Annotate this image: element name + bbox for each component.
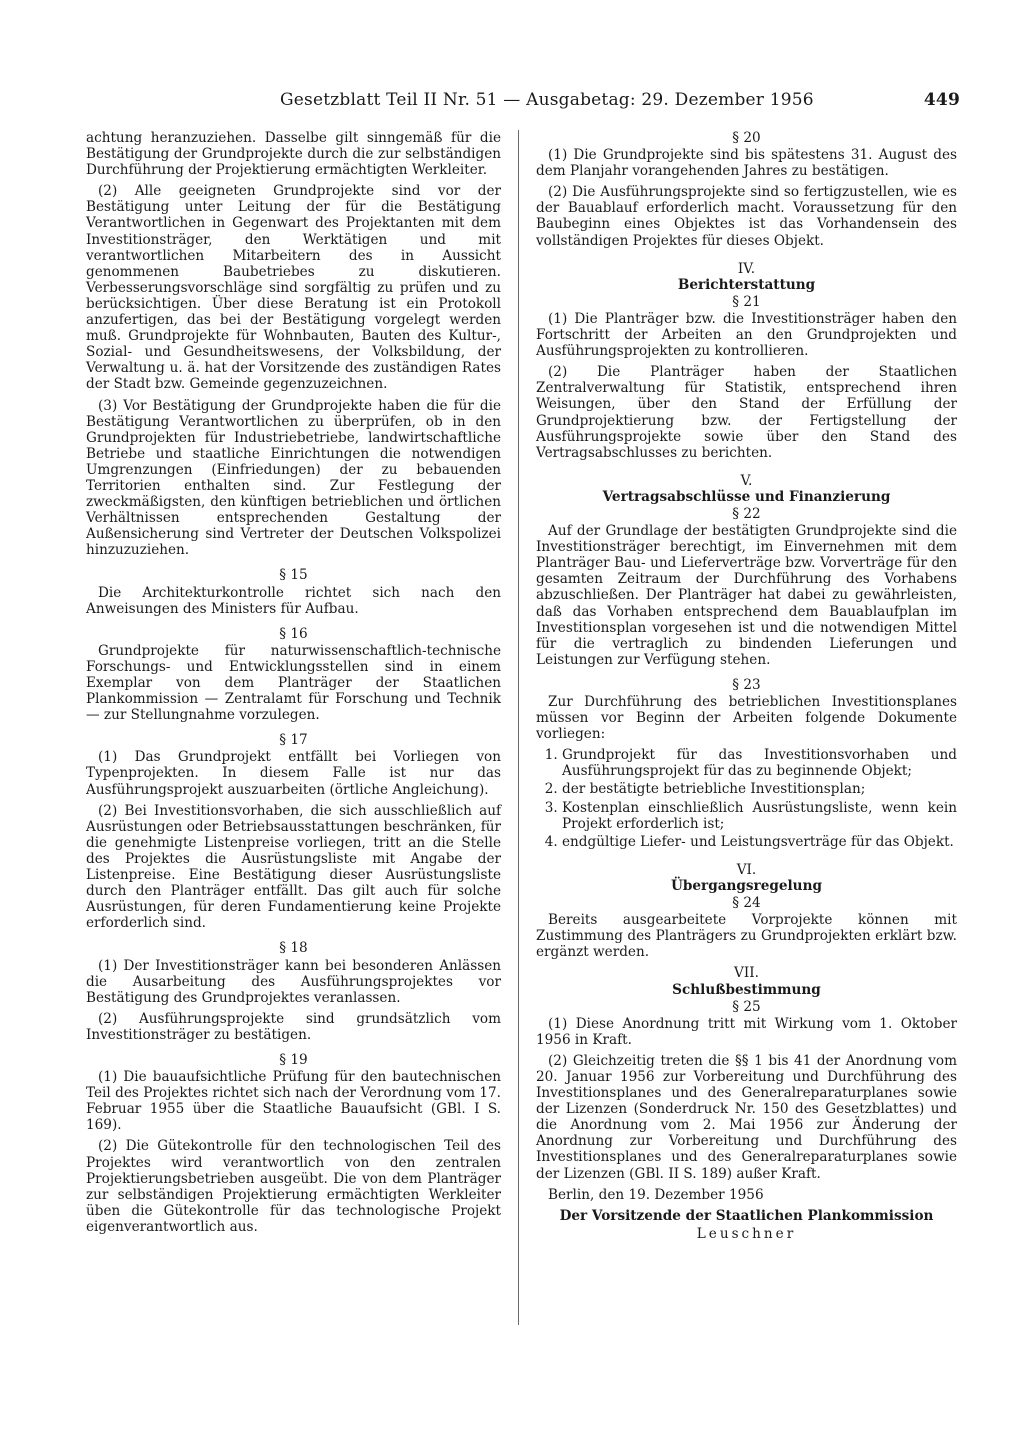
section-sign-25: § 25 [732, 998, 761, 1015]
chapter-number-iv: IV. [737, 260, 756, 277]
section-sign-17: § 17 [279, 732, 308, 749]
chapter-title-v: Vertragsabschlüsse und Finanzierung [602, 488, 891, 505]
paragraph-19-2: (2) Die Gütekontrolle für den technologischen Teil des Projektes wird verantwortlich von den zentralen Projektierungsbetrieben ausgeübt. Die von dem Planträger zur selbständigen Projektierung ermächtigten Werkleiter üben die Gütekontrolle für das technologische Projekt eigenverantwortlich aus. [86, 1138, 501, 1235]
paragraph-20-2: (2) Die Ausführungsprojekte sind so fertigzustellen, wie es der Bauablauf erforderlich macht. Voraussetzung für den Baubeginn eines Objektes ist das Vorhandensein des vollständigen Projektes für dieses Objekt. [536, 184, 957, 249]
paragraph-21-1: (1) Die Planträger bzw. die Investitionsträger haben den Fortschritt der Arbeiten an den Grundprojekten und Ausführungsprojekten zu kontrollieren. [536, 310, 957, 360]
section-sign-16: § 16 [279, 625, 308, 642]
paragraph-20-1: (1) Die Grundprojekte sind bis spätestens 31. August des dem Planjahr vorangehenden Jahres zu bestätigen. [536, 147, 957, 180]
right-column [536, 130, 957, 1242]
list-item: 4. endgültige Liefer- und Leistungsverträge für das Objekt. [562, 834, 957, 850]
section-sign-20: § 20 [732, 130, 761, 146]
header-title: Gesetzblatt Teil II Nr. 51 — Ausgabetag: 29. Dezember 1956 [280, 90, 814, 110]
section-sign-24: § 24 [732, 895, 761, 912]
paragraph-23: Zur Durchführung des betrieblichen Investitionsplanes müssen vor Beginn der Arbeiten folgende Dokumente vorliegen: [536, 694, 957, 743]
paragraph-24: Bereits ausgearbeitete Vorprojekte können mit Zustimmung des Planträgers zu Grundprojekten erklärt bzw. ergänzt werden. [536, 912, 957, 961]
left-column [86, 130, 501, 1240]
column-divider [518, 130, 519, 1325]
paragraph-21-2: (2) Die Planträger haben der Staatlichen Zentralverwaltung für Statistik, entsprechend ihren Weisungen, über den Stand der Erfüllung der Grundprojektierung bzw. der Fertigstellung der Ausführungsprojekte sowie über den Stand des Vertragsabschlusses zu berichten. [536, 364, 957, 461]
section-sign-22: § 22 [732, 505, 761, 522]
signatory-name: Leuschner [696, 1225, 797, 1242]
paragraph-17-2: (2) Bei Investitionsvorhaben, die sich ausschließlich auf Ausrüstungen oder Betriebsausstattungen beschränken, für die genehmigte Listenpreise vorliegen, tritt an die Stelle des Projektes die Ausrüstungsliste mit Angabe der Listenpreise. Eine Bestätigung dieser Ausrüstungsliste durch den Planträger entfällt. Das gilt auch für solche Ausrüstungen, für deren Fundamentierung keine Projekte erforderlich sind. [86, 802, 501, 932]
document-list [536, 747, 957, 850]
page-header [280, 90, 960, 114]
place-and-date: Berlin, den 19. Dezember 1956 [548, 1186, 764, 1203]
section-sign-18: § 18 [279, 940, 308, 957]
paragraph-14-3: (3) Vor Bestätigung der Grundprojekte haben die für die Bestätigung Verantwortlichen zu überprüfen, ob in den Grundprojekten für Industriebetriebe, landwirtschaftliche Betriebe und staatliche Einrichtungen die notwendigen Umgrenzungen (Einfriedungen) der zu bebauenden Territorien enthalten sind. Zur Festlegung der zweckmäßigsten, den künftigen betrieblichen und örtlichen Verhältnissen entsprechenden Gestaltung der Außensicherung sind Vertreter der Deutschen Volkspolizei hinzuzuziehen. [86, 397, 501, 559]
paragraph-16: Grundprojekte für naturwissenschaftlich-technische Forschungs- und Entwicklungsstellen sind in einem Exemplar von dem Planträger der Staatlichen Plankommission — Zentralamt für Forschung und Technik — zur Stellungnahme vorzulegen. [86, 642, 501, 724]
chapter-number-vi: VI. [736, 861, 757, 878]
list-item: 1. Grundprojekt für das Investitionsvorhaben und Ausführungsprojekt für das zu beginnende Objekt; [562, 747, 957, 779]
paragraph-18-2: (2) Ausführungsprojekte sind grundsätzlich vom Investitionsträger zu bestätigen. [86, 1010, 501, 1043]
section-sign-19: § 19 [279, 1051, 308, 1068]
paragraph-25-2: (2) Gleichzeitig treten die §§ 1 bis 41 der Anordnung vom 20. Januar 1956 zur Vorbereitung und Durchführung des Investitionsplanes und des Generalreparaturplanes sowie der Lizenzen (Sonderdruck Nr. 150 des Gesetzblattes) und die Anordnung vom 2. Mai 1956 zur Änderung der Anordnung zur Vorbereitung und Durchführung des Investitionsplanes und des Generalreparaturplanes sowie der Lizenzen (GBl. II S. 189) außer Kraft. [536, 1052, 957, 1182]
chapter-title-vii: Schlußbestimmung [672, 981, 821, 998]
paragraph-17-1: (1) Das Grundprojekt entfällt bei Vorliegen von Typenprojekten. In diesem Falle ist nur das Ausführungsprojekt auszuarbeiten (örtliche Angleichung). [86, 749, 501, 798]
signatory-title: Der Vorsitzende der Staatlichen Plankommission [559, 1207, 934, 1224]
chapter-number-vii: VII. [734, 965, 759, 982]
section-sign-23: § 23 [732, 676, 761, 693]
paragraph-22: Auf der Grundlage der bestätigten Grundprojekte sind die Investitionsträger berechtigt, im Einvernehmen mit dem Planträger Bau- und Lieferverträge bzw. Vorverträge für den gesamten Zeitraum der Durchführung des Vorhabens abzuschließen. Der Planträger hat dabei zu gewährleisten, daß das Vorhaben entsprechend dem Bauablaufplan im Investitionsplan vorgesehen ist und die notwendigen Mittel für die vertraglich zu bindenden Lieferungen und Leistungen zur Verfügung stehen. [536, 523, 957, 668]
list-item: 3. Kostenplan einschließlich Ausrüstungsliste, wenn kein Projekt erforderlich ist; [562, 800, 957, 832]
list-item: 2. der bestätigte betriebliche Investitionsplan; [562, 781, 957, 797]
chapter-title-vi: Übergangsregelung [671, 877, 822, 894]
paragraph-14-2: (2) Alle geeigneten Grundprojekte sind vor der Bestätigung unter Leitung der für die Bestätigung Verantwortlichen in Gegenwart des Projektanten mit dem Investitionsträger, den Werktätigen und mit verantwortlichen Mitarbeitern des in Aussicht genommenen Baubetriebes zu diskutieren. Verbesserungsvorschläge sind sorgfältig zu prüfen und zu berücksichtigen. Über diese Beratung ist ein Protokoll anzufertigen, das bei der Bestätigung vorgelegt werden muß. Grundprojekte für Wohnbauten, Bauten des Kultur-, Sozial- und Gesundheitswesens, der Volksbildung, der Verwaltung u. ä. hat der Vorsitzende des zuständigen Rates der Stadt bzw. Gemeinde gegenzuzeichnen. [86, 183, 501, 393]
paragraph-continuation: achtung heranzuziehen. Dasselbe gilt sinngemäß für die Bestätigung der Grundprojekte durch die zur selbständigen Durchführung der Projektierung ermächtigten Werkleiter. [86, 130, 501, 179]
paragraph-25-1: (1) Diese Anordnung tritt mit Wirkung vom 1. Oktober 1956 in Kraft. [536, 1015, 957, 1048]
paragraph-18-1: (1) Der Investitionsträger kann bei besonderen Anlässen die Ausarbeitung des Ausführungsprojektes vor Bestätigung des Grundprojektes veranlassen. [86, 957, 501, 1006]
section-sign-21: § 21 [732, 293, 761, 310]
section-sign-15: § 15 [279, 567, 308, 584]
chapter-title-iv: Berichterstattung [677, 276, 816, 293]
chapter-number-v: V. [740, 472, 753, 489]
paragraph-15: Die Architekturkontrolle richtet sich nach den Anweisungen des Ministers für Aufbau. [86, 584, 501, 617]
paragraph-19-1: (1) Die bauaufsichtliche Prüfung für den bautechnischen Teil des Projektes richtet sich nach der Verordnung vom 17. Februar 1955 über die Staatliche Bauaufsicht (GBl. I S. 169). [86, 1069, 501, 1134]
page-number: 449 [923, 90, 960, 110]
